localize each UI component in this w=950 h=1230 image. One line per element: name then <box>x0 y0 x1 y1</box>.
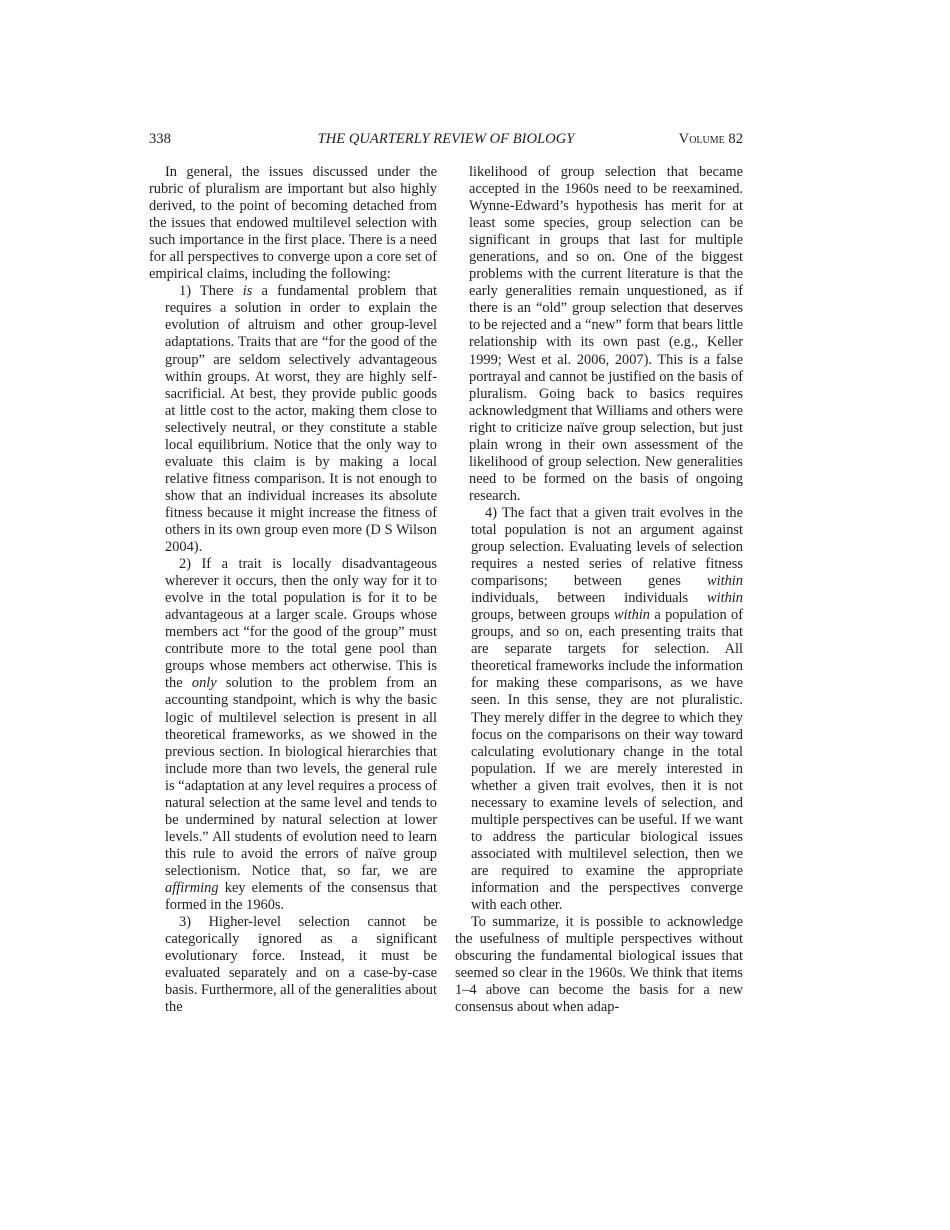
summary-paragraph: To summarize, it is possible to acknowledge the usefulness of multiple perspectives without obscuring the fundamental biological issues that seemed so clear in the 1960s. We think that items 1–4 above can become the basis for a new consensus about when adap- <box>455 914 743 1016</box>
intro-paragraph: In general, the issues discussed under the rubric of pluralism are important but also highly derived, to the point of becoming detached from the issues that endowed multilevel selection with such importance in the first place. There is a need for all perspectives to converge upon a core set of empirical claims, including the following: <box>149 164 437 283</box>
journal-title: THE QUARTERLY REVIEW OF BIOLOGY <box>317 131 575 147</box>
claim-1-paragraph <box>165 283 437 556</box>
claim-4-paragraph <box>471 505 743 914</box>
claim-2-text-c: key elements of the consensus that formed in the 1960s. <box>165 879 437 914</box>
claim-1-text-b: a fundamental problem that requires a solution in order to explain the evolution of altruism and other group-level adaptations. Traits that are “for the good of the group” are seldom selectively advantageous within groups. At worst, they are highly self-sacrificial. At best, they provide public goods at little cost to the actor, making them close to selectively neutral, or they constitute a stable local equilibrium. Notice that the only way to evaluate this claim is by making a local relative fitness comparison. It is not enough to show that an individual increases its absolute fitness because it might increase the fitness of others in its own group even more (D S Wilson 2004). <box>165 283 437 556</box>
claim-4-text-a: 4) The fact that a given trait evolves in the total population is not an argument against group selection. Evaluating levels of selection requires a nested series of relative fitness comparisons; between genes <box>471 504 743 590</box>
volume-text: Volume 82 <box>678 131 743 147</box>
claim-2-paragraph <box>165 556 437 914</box>
running-head <box>149 128 743 150</box>
claim-1-emphasis: is <box>242 283 253 300</box>
claim-2-emphasis-only: only <box>191 675 217 692</box>
claim-2-text-b: solution to the problem from an accounting standpoint, which is why the basic logic of multilevel selection is present in all theoretical frameworks, as we showed in the previous section. In biological hierarchies that include more than two levels, the general rule is “adaptation at any level requires a process of natural selection at the same level and tends to be undermined by natural selection at lower levels.” All students of evolution need to learn this rule to avoid the errors of naïve group selectionism. Notice that, so far, we are <box>165 675 438 879</box>
volume-label <box>679 128 743 150</box>
claim-3-paragraph-start: 3) Higher-level selection cannot be categorically ignored as a significant evolutionary force. Instead, it must be evaluated separately and on a case-by-case basis. Furthermore, all of the generalities about the <box>165 914 437 1016</box>
right-column <box>455 164 743 1016</box>
claim-4-emphasis-3: within <box>613 607 650 624</box>
claim-3-paragraph-end: likelihood of group selection that became accepted in the 1960s need to be reexamined. Wynne-Edward’s hypothesis has merit for at least some species, group selection can be significant in groups that last for multiple generations, and so on. One of the biggest problems with the current literature is that the early generalities remain unquestioned, as if there is an “old” group selection that deserves to be rejected and a “new” form that bears little relationship with its own past (e.g., Keller 1999; West et al. 2006, 2007). This is a false portrayal and cannot be justified on the basis of pluralism. Going back to basics requires acknowledgment that Williams and others were right to criticize naïve group selection, but just plain wrong in their own assessment of the likelihood of group selection. New generalities need to be formed on the basis of ongoing research. <box>469 164 743 504</box>
claim-2-emphasis-affirming: affirming <box>165 879 219 896</box>
page <box>149 128 743 1016</box>
claim-4-text-c: groups, between groups <box>471 607 614 624</box>
page-number: 338 <box>149 131 171 147</box>
left-column <box>149 164 437 1016</box>
claim-4-emphasis-2: within <box>707 590 743 607</box>
claim-2-text-a: 2) If a trait is locally disadvantageous wherever it occurs, then the only way for it to evolve in the total population is for it to be advantageous at a larger scale. Groups whose members act “for the good of the group” must contribute more to the total gene pool than groups whose members act otherwise. This is the <box>165 556 437 692</box>
claim-1-text-a: 1) There <box>179 283 243 300</box>
claim-4-emphasis-1: within <box>707 573 743 590</box>
claim-4-text-d: a population of groups, and so on, each presenting traits that are separate targets for selection. All theoretical frameworks include the information for making these comparisons, as we have seen. In this sense, they are not pluralistic. They merely differ in the degree to which they focus on the comparisons on their way toward calculating evolutionary change in the total population. If we are merely interested in whether a given trait evolves, then it is not necessary to examine levels of selection, and multiple perspectives can be useful. If we want to address the particular biological issues associated with multilevel selection, then we are required to examine the appropriate information and the perspectives converge with each other. <box>471 607 743 914</box>
claim-4-text-b: individuals, between individuals <box>471 590 708 607</box>
